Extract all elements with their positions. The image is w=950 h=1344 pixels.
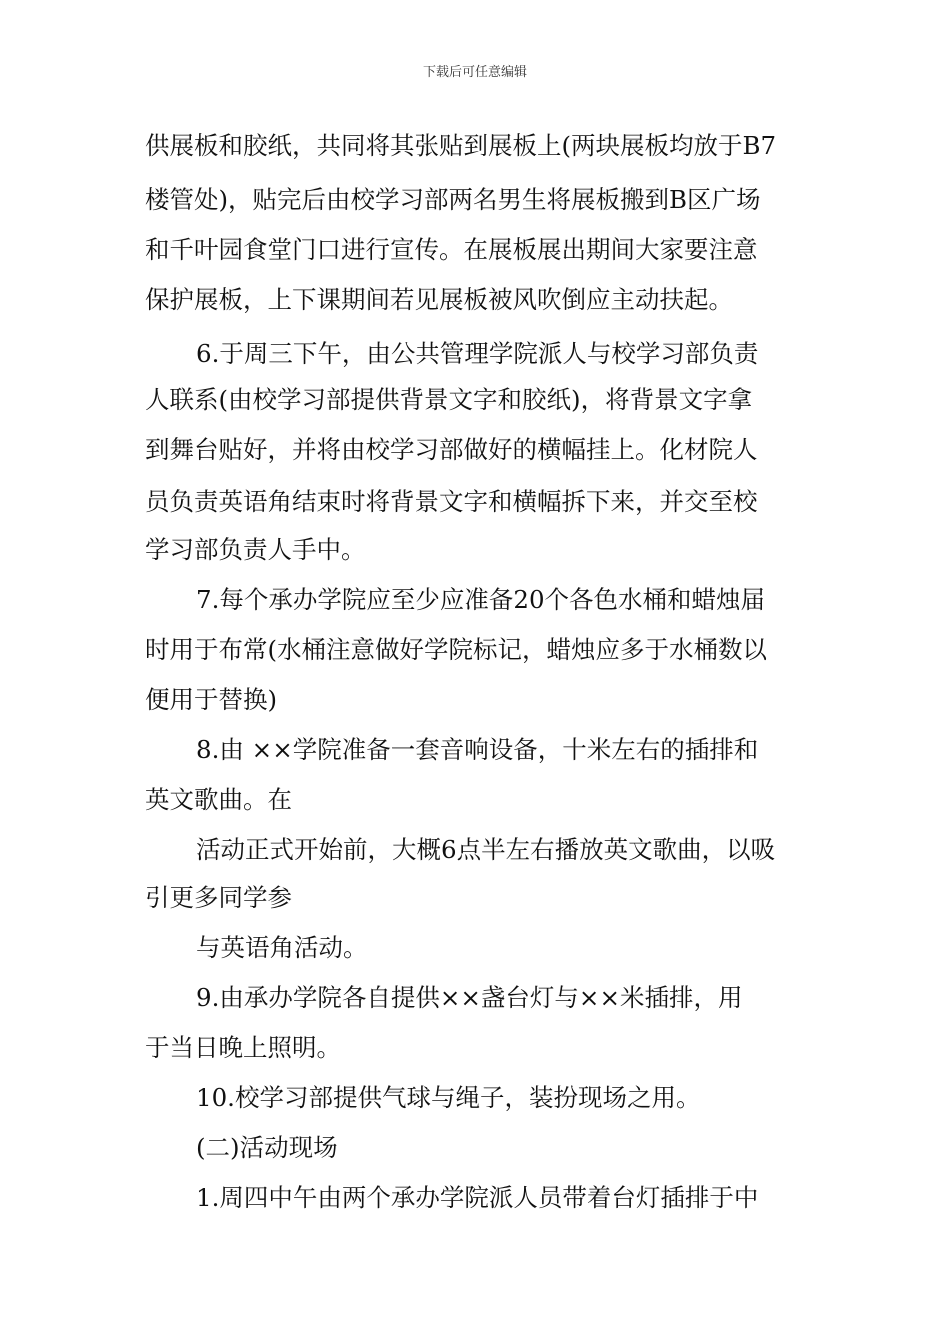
text-line: 和千叶园食堂门口进行宣传。在展板展出期间大家要注意 bbox=[145, 235, 758, 264]
text-line: 引更多同学参 bbox=[145, 883, 292, 912]
text-line: 保护展板，上下课期间若见展板被风吹倒应主动扶起。 bbox=[145, 285, 733, 314]
text-line: 学习部负责人手中。 bbox=[145, 535, 366, 564]
text-line: 于当日晚上照明。 bbox=[145, 1033, 341, 1062]
text-line: (二)活动现场 bbox=[196, 1133, 338, 1162]
text-line: 与英语角活动。 bbox=[196, 933, 368, 962]
text-line: 便用于替换) bbox=[145, 685, 278, 714]
text-line: 楼管处)，贴完后由校学习部两名男生将展板搬到B区广场 bbox=[145, 185, 761, 214]
text-line: 8.由 ××学院准备一套音响设备，十米左右的插排和 bbox=[196, 735, 759, 764]
text-line: 1.周四中午由两个承办学院派人员带着台灯插排于中 bbox=[196, 1183, 759, 1212]
text-line: 员负责英语角结束时将背景文字和横幅拆下来，并交至校 bbox=[145, 487, 758, 516]
text-line: 人联系(由校学习部提供背景文字和胶纸)，将背景文字拿 bbox=[145, 385, 753, 414]
text-line: 7.每个承办学院应至少应准备20个各色水桶和蜡烛届 bbox=[196, 585, 766, 614]
text-line: 9.由承办学院各自提供××盏台灯与××米插排，用 bbox=[196, 983, 743, 1012]
text-line: 10.校学习部提供气球与绳子，装扮现场之用。 bbox=[196, 1083, 701, 1112]
text-line: 6.于周三下午，由公共管理学院派人与校学习部负责 bbox=[196, 339, 759, 368]
text-line: 时用于布常(水桶注意做好学院标记，蜡烛应多于水桶数以 bbox=[145, 635, 768, 664]
text-line: 活动正式开始前，大概6点半左右播放英文歌曲，以吸 bbox=[196, 835, 776, 864]
text-line: 供展板和胶纸，共同将其张贴到展板上(两块展板均放于B7 bbox=[145, 131, 777, 160]
text-line: 英文歌曲。在 bbox=[145, 785, 292, 814]
page-header: 下载后可任意编辑 bbox=[422, 65, 527, 80]
text-line: 到舞台贴好，并将由校学习部做好的横幅挂上。化材院人 bbox=[145, 435, 758, 464]
